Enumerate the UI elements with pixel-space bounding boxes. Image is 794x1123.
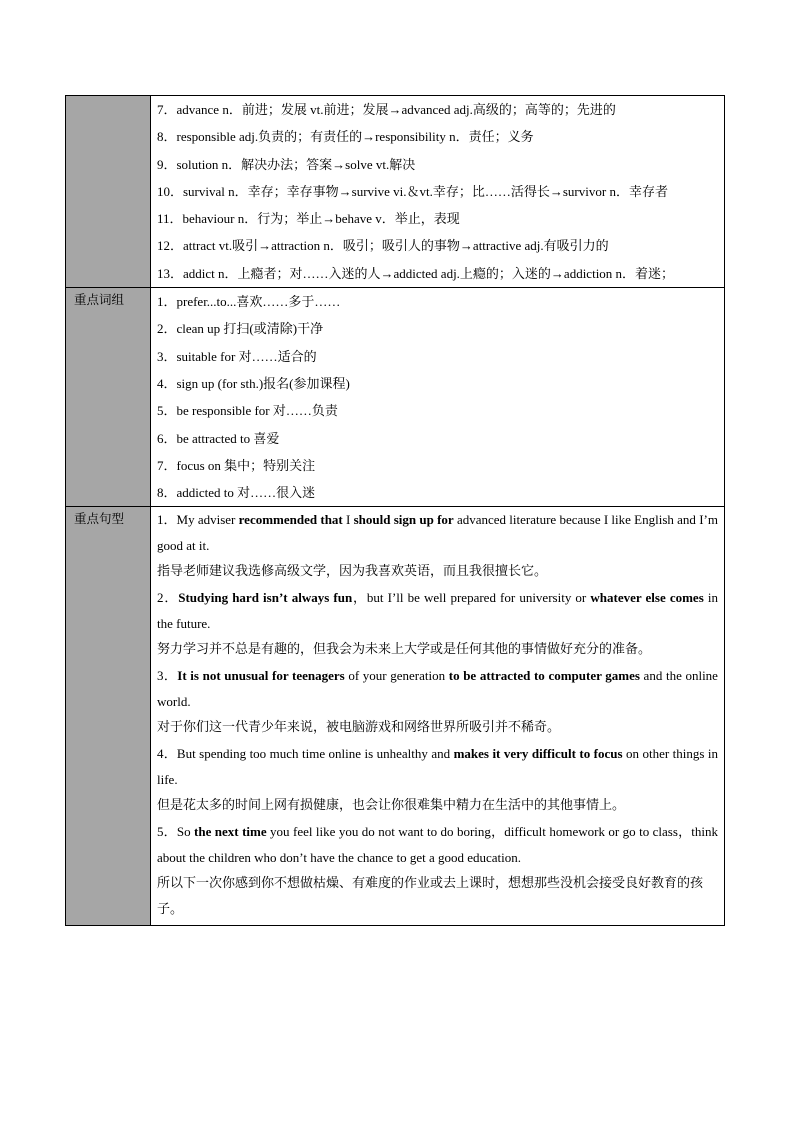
phrase-item: 6．be attracted to 喜爱 [157,430,280,446]
sentence-text: 5．So [157,824,195,840]
phrases-row [66,288,725,507]
sentence-key-phrase: makes it very difficult to focus [453,746,623,762]
phrase-item: 7．focus on 集中；特别关注 [157,457,316,473]
study-notes-table [65,95,725,926]
vocab-line: 13．addict n．上瘾者；对……入迷的人→addicted adj.上瘾的；入迷的→addiction n．着迷； [157,265,675,281]
sentence-text: in the future. [157,590,718,632]
vocab-line: 11．behaviour n．行为；举止→behave v．举止，表现 [157,211,460,227]
sentence-key-phrase: the next time [194,824,267,840]
phrase-item: 5．be responsible for 对……负责 [157,403,338,419]
sentence-text: ，but I’ll be well prepared for university or [352,590,591,606]
sentence-key-phrase: It is not unusual for teenagers [177,668,345,684]
sentence-text: and the online world. [157,668,718,710]
vocab-line: 7．advance n．前进；发展 vt.前进；发展→advanced adj.高级的；高等的；先进的 [157,102,616,117]
sentence-translation: 指导老师建议我选修高级文学，因为我喜欢英语，而且我很擅长它。 [157,564,548,580]
sentence-translation: 所以下一次你感到你不想做枯燥、有难度的作业或去上课时，想想那些没机会接受良好教育的孩子。 [157,876,704,918]
sentence-text: advanced literature because I like English and I’m good at it. [157,512,718,554]
sentence-english [157,663,718,715]
vocabulary-label-cell [66,96,151,288]
sentence-text: you feel like you do not want to do boring，difficult homework or go to class，think about the children who don’t have the chance to get a good education. [157,824,718,866]
sentences-row [66,507,725,926]
sentence-key-phrase: should sign up for [353,512,454,528]
vocab-line: 10．survival n．幸存；幸存事物→survive vi.＆vt.幸存；比……活得长→survivor n．幸存者 [157,183,668,199]
sentence-key-phrase: recommended that [238,512,343,528]
sentence-key-phrase: to be attracted to computer games [448,668,640,684]
vocab-line: 9．solution n．解决办法；答案→solve vt.解决 [157,156,416,172]
sentence-text: of your generation [344,668,449,684]
vocab-line: 8．responsible adj.负责的；有责任的→responsibility n．责任；义务 [157,129,534,145]
sentence-text: I [342,512,354,528]
phrase-item: 2．clean up 打扫(或清除)干净 [157,321,324,337]
sentence-translation: 努力学习并不总是有趣的，但我会为未来上大学或是任何其他的事情做好充分的准备。 [157,642,652,658]
phrase-item: 8．addicted to 对……很入迷 [157,485,316,501]
sentence-text: on other things in life. [157,746,718,788]
sentence-english [157,585,718,637]
sentence-key-phrase: Studying hard isn’t always fun [178,590,353,606]
sentence-text: 4．But spending too much time online is unhealthy and [157,746,454,762]
sentence-translation: 但是花太多的时间上网有损健康，也会让你很难集中精力在生活中的其他事情上。 [157,798,626,814]
sentence-text: 3． [157,668,178,684]
sentences-label: 重点句型 [66,507,151,926]
sentence-text: 2． [157,590,179,606]
phrase-item: 1．prefer...to...喜欢……多于…… [157,294,341,310]
phrases-list [151,288,725,507]
sentence-english [157,507,718,559]
phrase-item: 4．sign up (for sth.)报名(参加课程) [157,375,350,391]
sentence-translation: 对于你们这一代青少年来说，被电脑游戏和网络世界所吸引并不稀奇。 [157,720,561,736]
sentence-english [157,819,718,871]
vocab-line: 12．attract vt.吸引→attraction n．吸引；吸引人的事物→attractive adj.有吸引力的 [157,238,609,254]
phrases-label: 重点词组 [66,288,151,507]
sentences-list [151,507,725,926]
sentence-key-phrase: whatever else comes [590,590,704,606]
phrase-item: 3．suitable for 对……适合的 [157,348,317,364]
vocabulary-row [66,96,725,288]
sentence-english [157,741,718,793]
vocabulary-list [151,96,725,288]
sentence-text: 1．My adviser [157,512,239,528]
